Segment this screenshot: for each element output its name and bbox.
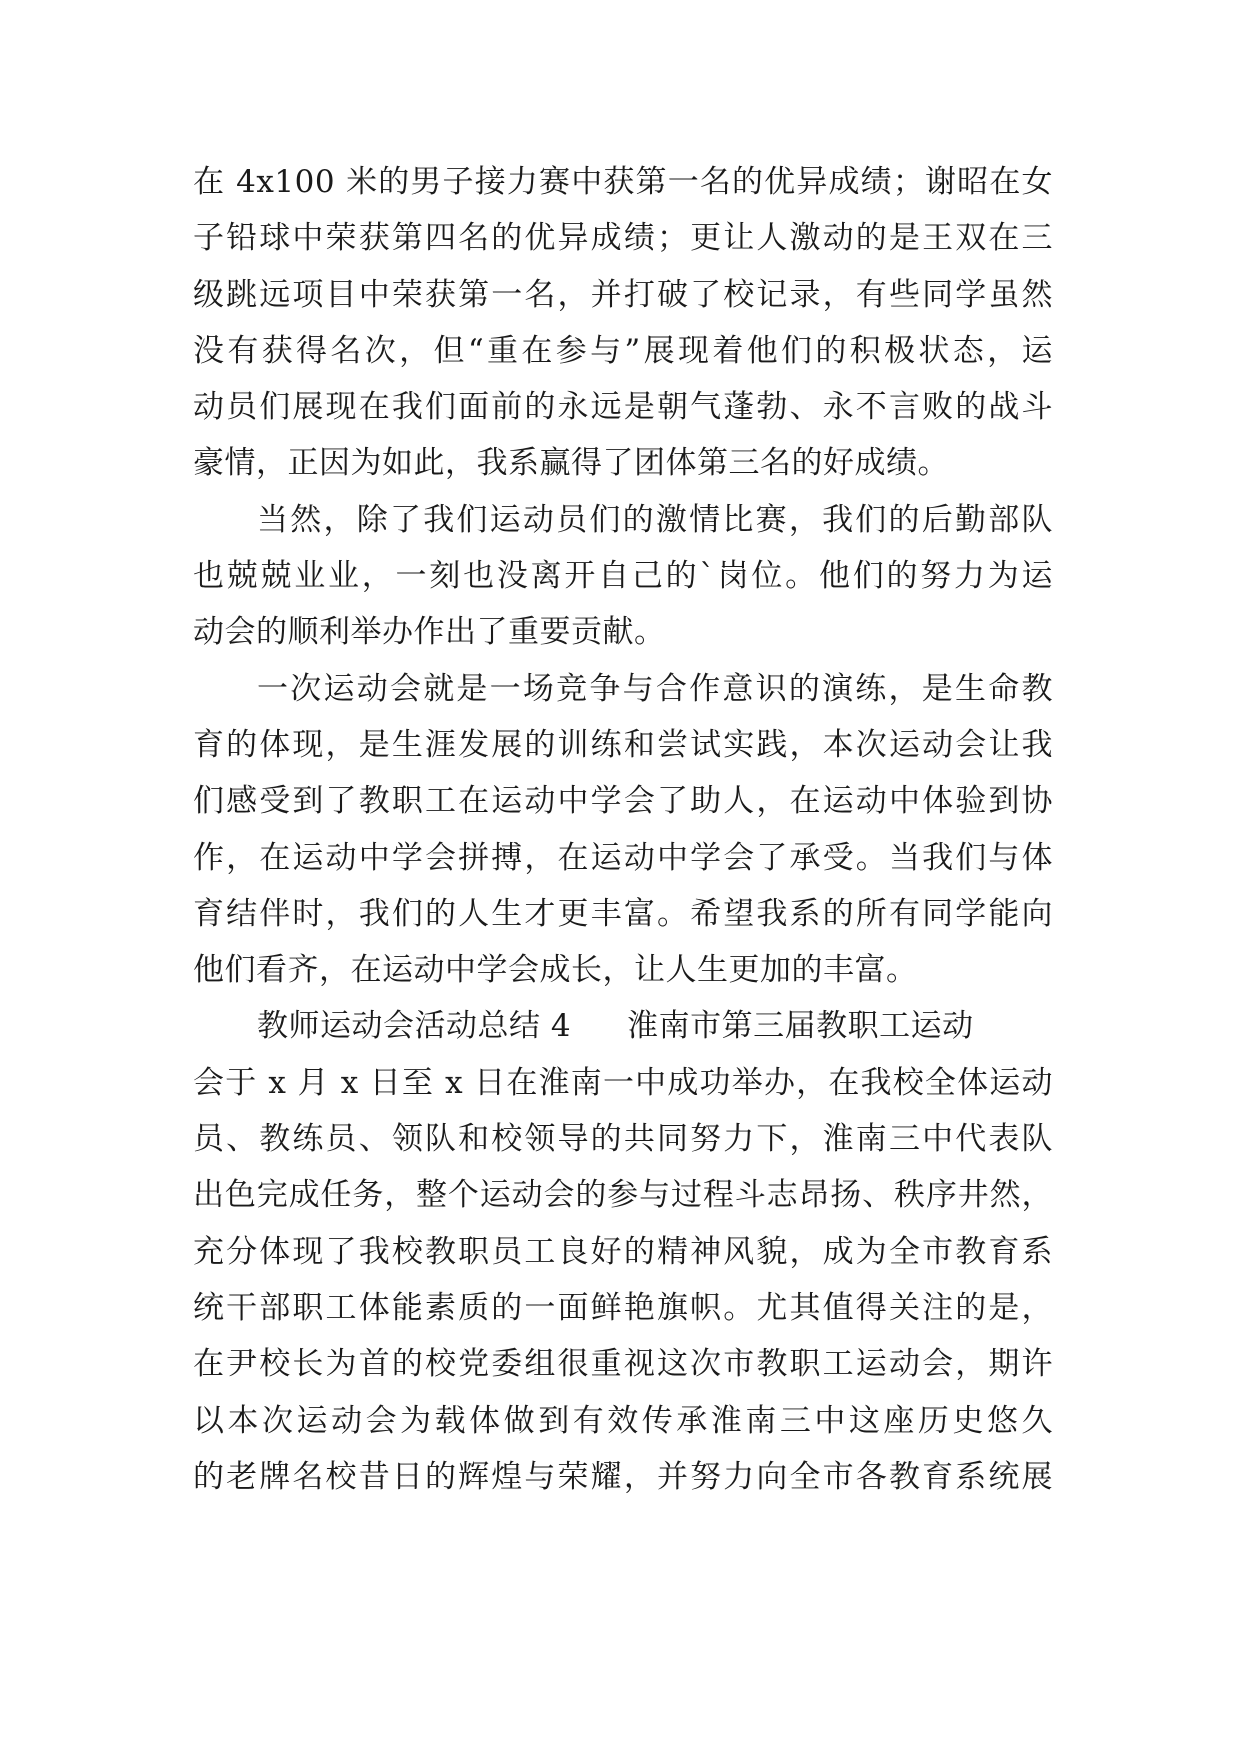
text-line: 也兢兢业业，一刻也没离开自己的`岗位。他们的努力为运 xyxy=(193,558,1053,595)
section-heading: 教师运动会活动总结 4 xyxy=(257,1008,572,1045)
text-line: 出色完成任务，整个运动会的参与过程斗志昂扬、秩序井然， xyxy=(193,1177,1053,1214)
text-line: 们感受到了教职工在运动中学会了助人，在运动中体验到协 xyxy=(193,783,1053,820)
body-text xyxy=(193,154,1053,1505)
paragraph-2 xyxy=(193,492,1053,661)
section-first-line: 淮南市第三届教职工运动 xyxy=(627,1008,974,1045)
text-line: 统干部职工体能素质的一面鲜艳旗帜。尤其值得关注的是， xyxy=(193,1289,1053,1326)
text-line: 级跳远项目中荣获第一名，并打破了校记录，有些同学虽然 xyxy=(193,276,1053,313)
text-line: 员、教练员、领队和校领导的共同努力下，淮南三中代表队 xyxy=(193,1121,1053,1158)
paragraph-3 xyxy=(193,661,1053,999)
text-line: 会于 x 月 x 日至 x 日在淮南一中成功举办，在我校全体运动 xyxy=(193,1064,1053,1101)
text-line: 没有获得名次，但“重在参与”展现着他们的积极状态，运 xyxy=(193,332,1053,369)
text-line: 在尹校长为首的校党委组很重视这次市教职工运动会，期许 xyxy=(193,1346,1053,1383)
text-line: 动员们展现在我们面前的永远是朝气蓬勃、永不言败的战斗 xyxy=(193,389,1053,426)
paragraph-4 xyxy=(193,998,1053,1505)
text-line: 育结伴时，我们的人生才更丰富。希望我系的所有同学能向 xyxy=(193,895,1053,932)
text-line: 豪情，正因为如此，我系赢得了团体第三名的好成绩。 xyxy=(193,445,949,482)
text-line: 作，在运动中学会拼搏，在运动中学会了承受。当我们与体 xyxy=(193,839,1053,876)
text-line: 以本次运动会为载体做到有效传承淮南三中这座历史悠久 xyxy=(193,1402,1053,1439)
text-line: 的老牌名校昔日的辉煌与荣耀，并努力向全市各教育系统展 xyxy=(193,1458,1053,1495)
text-line: 育的体现，是生涯发展的训练和尝试实践，本次运动会让我 xyxy=(193,726,1053,763)
text-line: 动会的顺利举办作出了重要贡献。 xyxy=(193,614,666,651)
text-line: 一次运动会就是一场竞争与合作意识的演练，是生命教 xyxy=(257,670,1053,707)
paragraph-1 xyxy=(193,154,1053,492)
text-line: 子铅球中荣获第四名的优异成绩；更让人激动的是王双在三 xyxy=(193,220,1053,257)
text-line: 充分体现了我校教职员工良好的精神风貌，成为全市教育系 xyxy=(193,1233,1053,1270)
text-line: 在 4x100 米的男子接力赛中获第一名的优异成绩；谢昭在女 xyxy=(193,164,1053,200)
text-line xyxy=(193,998,1053,1054)
text-line: 他们看齐，在运动中学会成长，让人生更加的丰富。 xyxy=(193,952,918,989)
text-line: 当然，除了我们运动员们的激情比赛，我们的后勤部队 xyxy=(257,501,1053,538)
